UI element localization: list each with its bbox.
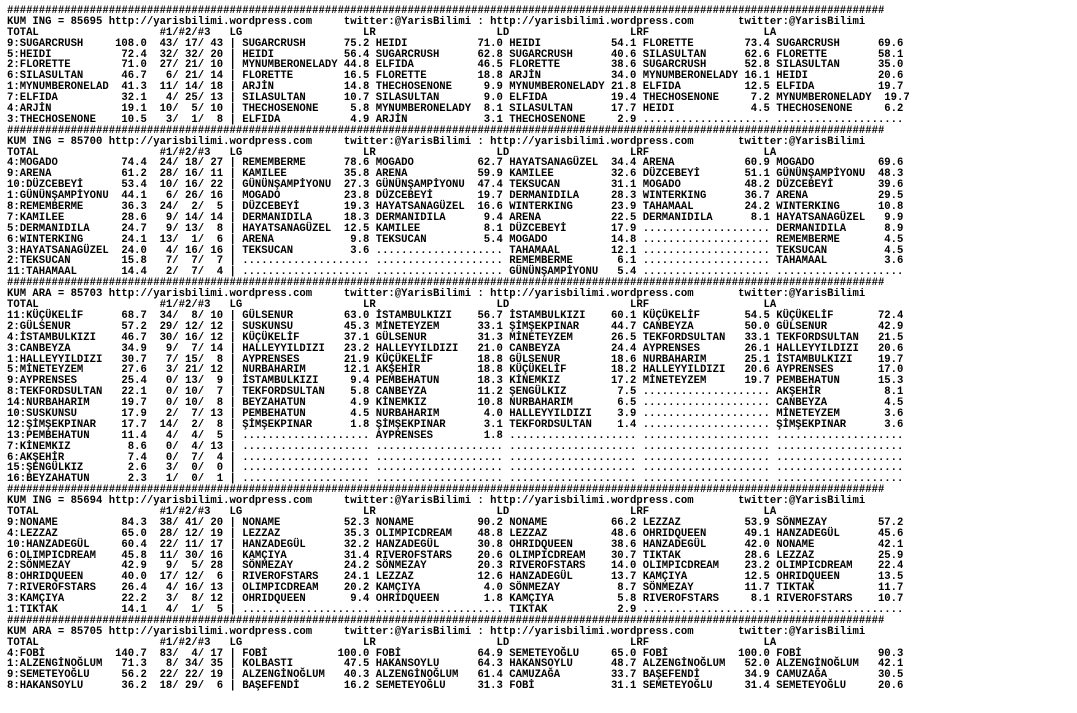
race-header-line: KUM ING = 85700 http://yarisbilimi.wordpress.com twitter:@YarisBilimi : http://yarisbilimi.wordpress.com twitter:@YarisBilimi [7,135,866,148]
race-header-line: KUM ING = 85694 http://yarisbilimi.wordpress.com twitter:@YarisBilimi : http://yarisbilimi.wordpress.com twitter:@YarisBilimi [7,495,866,508]
result-row: 10:DÜZCEBEYİ 53.4 10/ 16/ 22 | GÜNÜNŞAMPİYONU 27.3 GÜNÜNŞAMPİYONU 47.4 TEKSUCAN 31.1 MOGADO 48.2 DÜZCEBEYİ 39.6 [7,179,904,192]
result-row: 10:SUSKUNSU 17.9 2/ 7/ 13 | PEMBEHATUN 4.5 NURBAHARIM 4.0 HALLEYYILDIZI 3.9 .................... MİNETEYZEM 3.6 [7,407,904,420]
result-row: 3:THECHOSENONE 10.5 3/ 1/ 8 | ELFIDA 4.9 ARJİN 3.1 THECHOSENONE 2.9 .................... .................... [7,113,904,126]
result-row: 1:TIKTAK 14.1 4/ 1/ 5 | .................... .................... TIKTAK 2.9 .................... .................... [7,603,904,616]
result-row: 4:FOBİ 140.7 83/ 4/ 17 | FOBİ 100.0 FOBİ 64.9 SEMETEYOĞLU 65.0 FOBİ 100.0 FOBİ 90.3 [7,647,904,660]
result-row: 2:FLORETTE 71.0 27/ 21/ 10 | MYNUMBERONELADY 44.8 ELFIDA 46.5 FLORETTE 38.6 SUGARCRUSH 52.8 SILASULTAN 35.0 [7,59,904,72]
result-row: 16:BEYZAHATUN 2.3 1/ 0/ 1 | .................... .................... .................... .................... .................... [7,473,904,486]
result-row: 8:REMEMBERME 36.3 24/ 2/ 5 | DÜZCEBEYİ 19.3 HAYATSANAGÜZEL 16.6 WINTERKING 23.9 TAHAMAAL 24.2 WINTERKING 10.8 [7,201,904,214]
column-header-line: TOTAL #1/#2/#3 LG LR LD LRF LA [7,505,777,518]
result-row: 4:MOGADO 74.4 24/ 18/ 27 | REMEMBERME 78.6 MOGADO 62.7 HAYATSANAGÜZEL 34.4 ARENA 60.9 MOGADO 69.6 [7,157,904,170]
separator-line: ########################################################################################################################################## [7,484,885,497]
column-header-line: TOTAL #1/#2/#3 LG LR LD LRF LA [7,26,777,39]
result-row: 9:ARENA 61.2 28/ 16/ 11 | KAMILEE 35.8 ARENA 59.9 KAMILEE 32.6 DÜZCEBEYİ 51.1 GÜNÜNŞAMPİYONU 48.3 [7,168,904,181]
result-row: 8:TEKFORDSULTAN 22.1 0/ 10/ 7 | TEKFORDSULTAN 5.8 CANBEYZA 11.2 ŞENGÜLKIZ 7.5 .................... AKŞEHİR 8.1 [7,386,904,399]
result-row: 11:TAHAMAAL 14.4 2/ 7/ 4 | .................... .................... GÜNÜNŞAMPİYONU 5.4 .................... .................... [7,266,904,279]
result-row: 12:ŞİMŞEKPINAR 17.7 14/ 2/ 8 | ŞİMŞEKPINAR 1.8 ŞİMŞEKPINAR 3.1 TEKFORDSULTAN 1.4 .................... ŞİMŞEKPINAR 3.6 [7,418,904,431]
result-row: 3:HAYATSANAGÜZEL 24.0 4/ 16/ 16 | TEKSUCAN 3.6 .................... TAHAMAAL 12.1 .................... TEKSUCAN 4.5 [7,244,904,257]
result-row: 9:SEMETEYOĞLU 56.2 22/ 22/ 19 | ALZENGİNOĞLUM 40.3 ALZENGİNOĞLUM 61.4 CAMUZAĞA 33.7 BAŞEFENDİ 34.9 CAMUZAĞA 30.5 [7,669,904,682]
separator-line: ########################################################################################################################################## [7,614,885,627]
result-row: 9:SUGARCRUSH 108.0 43/ 17/ 43 | SUGARCRUSH 75.2 HEIDI 71.0 HEIDI 54.1 FLORETTE 73.4 SUGARCRUSH 69.6 [7,37,904,50]
result-row: 1:ALZENGİNOĞLUM 71.3 8/ 34/ 35 | KOLBASTI 47.5 HAKANSOYLU 64.3 HAKANSOYLU 48.7 ALZENGİNOĞLUM 52.0 ALZENGİNOĞLUM 42.1 [7,658,904,671]
result-row: 5:DERMANIDILA 24.7 9/ 13/ 8 | HAYATSANAGÜZEL 12.5 KAMILEE 8.1 DÜZCEBEYİ 17.9 .................... DERMANIDILA 8.9 [7,222,904,235]
result-row: 2:SÖNMEZAY 42.9 9/ 5/ 28 | SÖNMEZAY 24.2 SÖNMEZAY 20.3 RIVEROFSTARS 14.0 OLIMPICDREAM 23.2 OLIMPICDREAM 22.4 [7,560,904,573]
column-header-line: TOTAL #1/#2/#3 LG LR LD LRF LA [7,146,777,159]
result-row: 7:RIVEROFSTARS 26.4 4/ 16/ 13 | OLIMPICDREAM 20.2 KAMÇIYA 4.0 SÖNMEZAY 8.7 SÖNMEZAY 11.7 TIKTAK 11.7 [7,582,904,595]
result-row: 5:MİNETEYZEM 27.6 3/ 21/ 12 | NURBAHARIM 12.1 AKŞEHİR 18.8 KÜÇÜKELİF 18.2 HALLEYYILDIZI 20.6 AYPRENSES 17.0 [7,364,904,377]
separator-line: ########################################################################################################################################## [7,5,885,17]
separator-line: ########################################################################################################################################## [7,277,885,290]
result-row: 10:HANZADEGÜL 60.4 22/ 11/ 17 | HANZADEGÜL 32.2 HANZADEGÜL 30.8 OHRIDQUEEN 38.6 HANZADEGÜL 42.0 NONAME 42.1 [7,538,904,551]
result-row: 6:SILASULTAN 46.7 6/ 21/ 14 | FLORETTE 16.5 FLORETTE 18.8 ARJİN 34.0 MYNUMBERONELADY 16.1 HEIDI 20.6 [7,70,904,83]
result-row: 2:GÜLSENUR 57.2 29/ 12/ 12 | SUSKUNSU 45.3 MİNETEYZEM 33.1 ŞİMŞEKPINAR 44.7 CANBEYZA 50.0 GÜLSENUR 42.9 [7,320,904,333]
result-row: 1:MYNUMBERONELAD 41.3 11/ 14/ 18 | ARJİN 14.8 THECHOSENONE 9.9 MYNUMBERONELADY 21.8 ELFIDA 12.5 ELFIDA 19.7 [7,81,904,94]
result-row: 7:KİNEMKIZ 8.6 0/ 4/ 13 | .................... .................... .................... .................... .................... [7,440,904,453]
result-row: 14:NURBAHARIM 19.7 0/ 10/ 8 | BEYZAHATUN 4.9 KİNEMKIZ 10.8 NURBAHARIM 6.5 .................... CANBEYZA 4.5 [7,397,904,410]
result-row: 4:İSTAMBULKIZI 46.7 30/ 16/ 12 | KÜÇÜKELİF 37.1 GÜLSENUR 31.3 MİNETEYZEM 26.5 TEKFORDSULTAN 33.1 TEKFORDSULTAN 21.5 [7,331,904,344]
race-header-line: KUM ARA = 85705 http://yarisbilimi.wordpress.com twitter:@YarisBilimi : http://yarisbilimi.wordpress.com twitter:@YarisBilimi [7,625,866,638]
result-row: 15:ŞENGÜLKIZ 2.6 3/ 0/ 0 | .................... .................... .................... .................... .................... [7,462,904,475]
result-row: 6:WINTERKING 24.1 13/ 1/ 6 | ARENA 9.8 TEKSUCAN 5.4 MOGADO 14.8 .................... REMEMBERME 4.5 [7,233,904,246]
result-row: 9:AYPRENSES 25.4 0/ 13/ 9 | İSTAMBULKIZI 9.4 PEMBEHATUN 18.3 KİNEMKIZ 17.2 MİNETEYZEM 19.7 PEMBEHATUN 15.3 [7,375,904,388]
result-row: 8:HAKANSOYLU 36.2 18/ 29/ 6 | BAŞEFENDİ 16.2 SEMETEYOĞLU 31.3 FOBİ 31.1 SEMETEYOĞLU 31.4 SEMETEYOĞLU 20.6 [7,680,904,693]
result-row: 5:HEIDI 72.4 32/ 32/ 20 | HEIDI 56.4 SUGARCRUSH 62.8 SUGARCRUSH 40.6 SILASULTAN 62.6 FLORETTE 58.1 [7,48,904,61]
result-row: 7:KAMILEE 28.6 9/ 14/ 14 | DERMANIDILA 18.3 DERMANIDILA 9.4 ARENA 22.5 DERMANIDILA 8.1 HAYATSANAGÜZEL 9.9 [7,211,904,224]
race-header-line: KUM ING = 85695 http://yarisbilimi.wordpress.com twitter:@YarisBilimi : http://yarisbilimi.wordpress.com twitter:@YarisBilimi [7,15,866,28]
result-row: 8:OHRIDQUEEN 40.0 17/ 12/ 6 | RIVEROFSTARS 24.1 LEZZAZ 12.6 HANZADEGÜL 13.7 KAMÇIYA 12.5 OHRIDQUEEN 13.5 [7,571,904,584]
result-row: 3:KAMÇIYA 22.2 3/ 8/ 12 | OHRIDQUEEN 9.4 OHRIDQUEEN 1.8 KAMÇIYA 5.8 RIVEROFSTARS 8.1 RIVEROFSTARS 10.7 [7,593,904,606]
result-row: 4:ARJİN 19.1 10/ 5/ 10 | THECHOSENONE 5.8 MYNUMBERONELADY 8.1 SILASULTAN 17.7 HEIDI 4.5 THECHOSENONE 6.2 [7,103,904,116]
result-row: 1:HALLEYYILDIZI 30.7 7/ 15/ 8 | AYPRENSES 21.9 KÜÇÜKELİF 18.8 GÜLSENUR 18.6 NURBAHARIM 25.1 İSTAMBULKIZI 19.7 [7,353,904,366]
column-header-line: TOTAL #1/#2/#3 LG LR LD LRF LA [7,636,777,649]
result-row: 6:AKŞEHİR 7.4 0/ 7/ 4 | .................... .................... .................... .................... .................... [7,451,904,464]
column-header-line: TOTAL #1/#2/#3 LG LR LD LRF LA [7,299,777,312]
result-row: 1:GÜNÜNŞAMPİYONU 44.1 6/ 26/ 16 | MOGADO 23.8 DÜZCEBEYİ 19.7 DERMANIDILA 28.3 WINTERKING 36.7 ARENA 29.5 [7,190,904,203]
race-header-line: KUM ARA = 85703 http://yarisbilimi.wordpress.com twitter:@YarisBilimi : http://yarisbilimi.wordpress.com twitter:@YarisBilimi [7,288,866,301]
result-row: 6:OLIMPICDREAM 45.8 11/ 30/ 16 | KAMÇIYA 31.4 RIVEROFSTARS 20.6 OLIMPICDREAM 30.7 TIKTAK 28.6 LEZZAZ 25.9 [7,549,904,562]
result-row: 3:CANBEYZA 34.9 9/ 7/ 14 | HALLEYYILDIZI 23.2 HALLEYYILDIZI 21.0 CANBEYZA 24.4 AYPRENSES 26.1 HALLEYYILDIZI 20.6 [7,342,904,355]
result-row: 2:TEKSUCAN 15.8 7/ 7/ 7 | .................... .................... REMEMBERME 6.1 .................... TAHAMAAL 3.6 [7,255,904,268]
separator-line: ########################################################################################################################################## [7,124,885,137]
result-row: 13:PEMBEHATUN 11.4 4/ 4/ 5 | .................... AYPRENSES 1.8 .................... .................... .................... [7,429,904,442]
result-row: 4:LEZZAZ 65.0 28/ 12/ 19 | LEZZAZ 35.3 OLIMPICDREAM 48.8 LEZZAZ 48.6 OHRIDQUEEN 49.1 HANZADEGÜL 45.6 [7,527,904,540]
result-row: 9:NONAME 84.3 38/ 41/ 20 | NONAME 52.3 NONAME 90.2 NONAME 66.2 LEZZAZ 53.9 SÖNMEZAY 57.2 [7,516,904,529]
result-row: 11:KÜÇÜKELİF 68.7 34/ 8/ 10 | GÜLSENUR 63.0 İSTAMBULKIZI 56.7 İSTAMBULKIZI 60.1 KÜÇÜKELİF 54.5 KÜÇÜKELİF 72.4 [7,309,904,322]
result-row: 7:ELFIDA 32.1 4/ 25/ 13 | SILASULTAN 10.7 SILASULTAN 9.0 ELFIDA 19.4 THECHOSENONE 7.2 MYNUMBERONELADY 19.7 [7,92,910,105]
